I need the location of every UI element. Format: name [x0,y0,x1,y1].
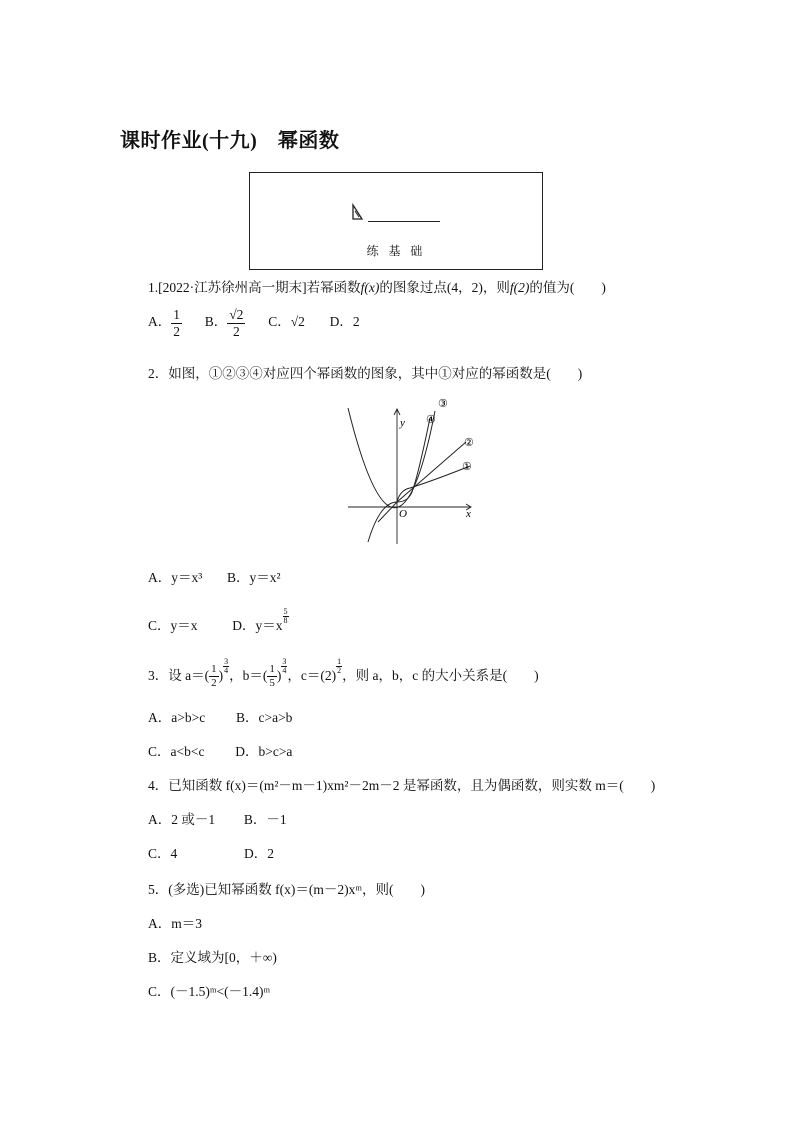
q3-options-ab [148,706,292,726]
q3-option-d: D．b>c>a [235,744,293,759]
q5-option-a: A．m＝3 [148,916,202,931]
q3-b-base [267,664,277,689]
q2-option-b: B．y＝x² [227,570,281,585]
section-banner [249,172,543,270]
q2-options-ab [148,566,281,586]
frac-den: 2 [232,323,240,339]
curve-1-label: ① [462,461,472,473]
banner-line [368,221,440,222]
frac-num: 1 [269,663,275,676]
frac-num: 1 [211,663,217,676]
exp-num: 1 [337,657,342,666]
q3-option-b: B．c>a>b [235,710,293,725]
question-3 [148,658,539,689]
curve-3 [348,408,435,508]
q4-options-ab [148,808,287,828]
q3-part-4: ) [276,668,282,683]
q4-option-d: D．2 [244,846,275,861]
q1-mid: 的图象过点(4，2)，则 [379,280,510,295]
curve-3-label: ③ [438,398,448,410]
q3-part-2: ) [218,668,224,683]
exp-den: 4 [282,666,287,675]
q1-option-b-label: B． [204,314,228,330]
question-2: 2．如图，①②③④对应四个幂函数的图象，其中①对应的幂函数是( ) [148,366,583,381]
q4-option-c: C．4 [148,846,178,861]
q4-options-cd [148,842,274,862]
exp-num: 5 [283,607,288,616]
x-axis-label: x [466,508,471,520]
q5-option-c: C．(－1.5)ᵐ<(－1.4)ᵐ [148,984,271,999]
frac-den: 2 [173,323,180,339]
q4-option-b: B．－1 [243,812,287,827]
curve-4 [368,418,430,542]
frac-den: 5 [269,677,275,690]
q1-option-c-value: √2 [290,314,305,330]
q1-option-d-label: D． [329,314,353,330]
question-5: 5．(多选)已知幂函数 f(x)＝(m－2)xᵐ，则( ) [148,882,425,897]
question-4: 4．已知函数 f(x)＝(m²－m－1)xm²－2m－2 是幂函数，且为偶函数，则实数 m＝( ) [148,778,656,793]
q3-part-6: ，则 a，b，c 的大小关系是( ) [342,668,539,683]
q3-a-base [209,664,219,689]
q3-part-3: ，b＝( [229,668,268,683]
q1-stem: 1.[2022·江苏徐州高一期末]若幂函数 [148,280,361,295]
q1-option-b-frac [227,308,245,338]
q1-end: 的值为( ) [529,280,606,295]
q1-fx: f(x) [360,280,380,295]
curve-4-label: ④ [426,414,436,426]
page-title: 课时作业(十九) 幂函数 [120,130,340,152]
q1-option-c-label: C． [268,314,291,330]
frac-num: √2 [229,307,244,322]
frac-den: 2 [211,677,217,690]
origin-label: O [399,508,407,520]
q3-options-cd [148,740,292,760]
q2-option-d: D．y＝x [232,618,283,633]
q1-option-a-frac [171,308,182,338]
q1-option-d-value: 2 [352,314,360,330]
q2-option-d-exponent [283,608,289,625]
y-axis-label: y [400,417,405,429]
q2-option-a: A．y＝x³ [148,570,203,585]
power-function-graph [340,396,476,546]
frac-num: 1 [173,307,180,322]
q2-options-cd [148,608,289,634]
q2-option-c: C．y＝x [148,618,198,633]
exp-den: 4 [224,666,229,675]
exp-num: 3 [224,657,229,666]
curve-1 [397,466,470,502]
q1-option-a-label: A． [148,314,172,330]
q5-option-b: B．定义域为[0，＋∞) [148,950,277,965]
exp-num: 3 [282,657,287,666]
curve-2-label: ② [464,437,474,449]
banner-label: 练 基 础 [366,244,426,258]
q3-part-1: 3．设 a＝( [148,668,210,683]
pen-icon [350,203,366,223]
q1-f2: f(2) [509,280,530,295]
exp-den: 8 [283,616,288,625]
q3-option-c: C．a<b<c [148,744,205,759]
q1-options [148,308,360,338]
q4-option-a: A．2 或－1 [148,812,216,827]
q3-option-a: A．a>b>c [148,710,206,725]
question-1 [148,276,606,296]
exp-den: 2 [337,666,342,675]
q3-part-5: ，c＝(2) [287,668,337,683]
